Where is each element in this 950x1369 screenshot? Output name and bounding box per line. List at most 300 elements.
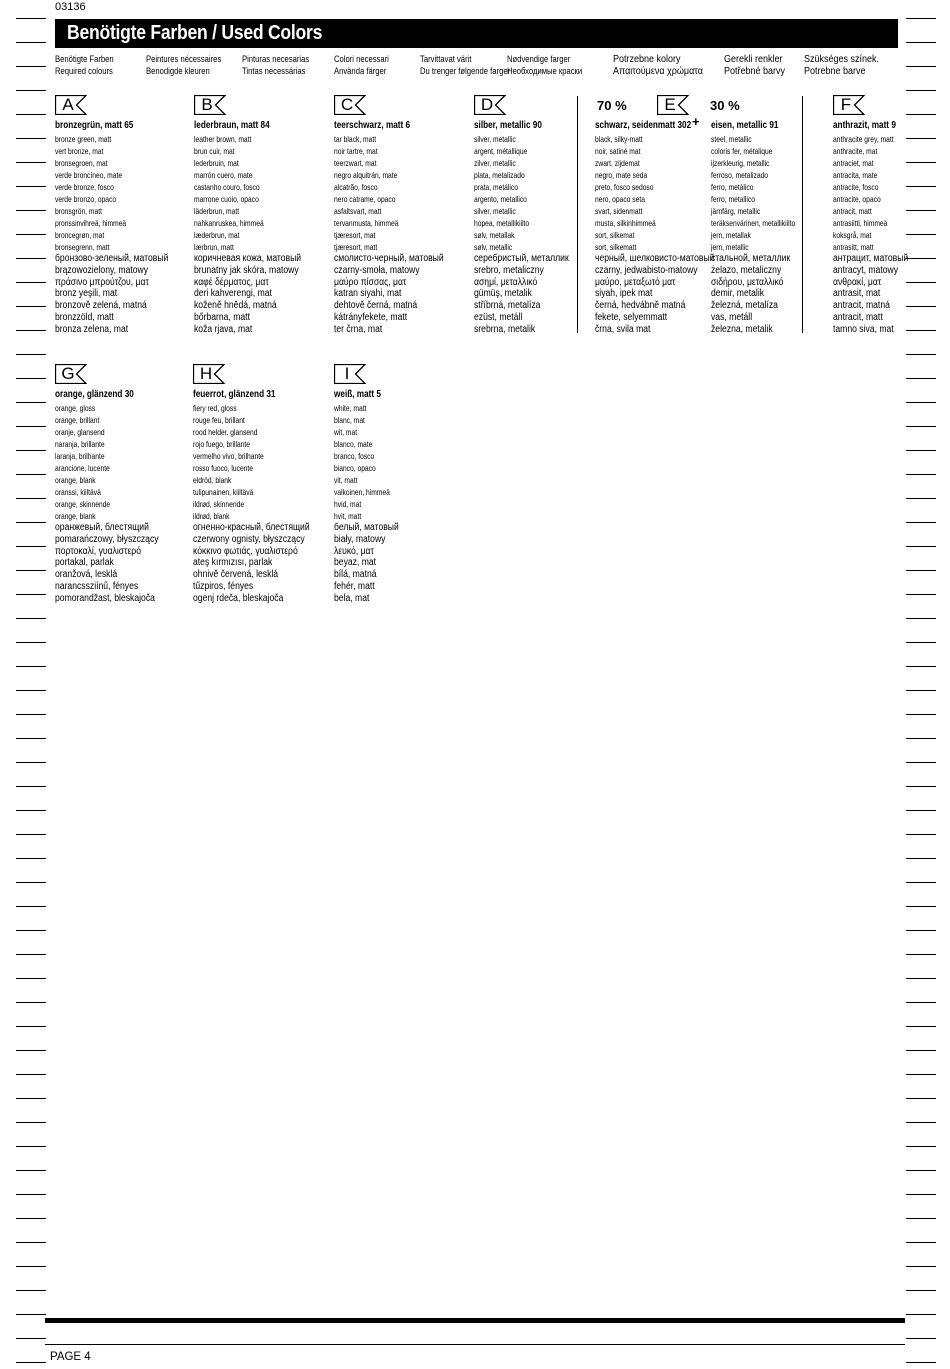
margin-tick xyxy=(16,1026,46,1027)
color-badge-h: H xyxy=(193,364,225,384)
color-translation-line: бронзово-зеленый, матовый xyxy=(55,253,169,264)
color-translation-line: ateş kırmızısı, parlak xyxy=(193,557,273,569)
margin-tick xyxy=(906,546,936,547)
lang-header-de-en: Benötigte Farben Required colours xyxy=(55,54,114,76)
margin-tick xyxy=(16,426,46,427)
margin-tick xyxy=(16,834,46,835)
color-translation-line: pomorandžast, bleskajoča xyxy=(55,592,155,604)
margin-tick xyxy=(906,1026,936,1027)
color-translation-line: teerzwart, mat xyxy=(334,158,377,168)
color-name: eisen, metallic 91 xyxy=(711,120,779,131)
color-translation-line: koženě hnědá, matná xyxy=(194,300,277,312)
color-translation-line: črna, svila mat xyxy=(595,323,651,335)
margin-tick xyxy=(16,42,46,43)
margin-tick xyxy=(906,930,936,931)
color-translation-line: bronza zelena, mat xyxy=(55,323,129,335)
margin-tick xyxy=(906,1266,936,1267)
color-translation-line: ildrød, skinnende xyxy=(193,499,245,509)
color-translation-line: bronsegrenn, matt xyxy=(55,242,110,252)
margin-tick xyxy=(16,282,46,283)
color-translation-line: brunatny jak skóra, matowy xyxy=(194,264,299,276)
color-translation-line: naranja, brillante xyxy=(55,439,105,449)
color-translation-line: πράσινο μπρούτζου, ματ xyxy=(55,276,149,288)
color-translation-line: deri kahverengi, mat xyxy=(194,288,272,300)
margin-tick xyxy=(16,186,46,187)
margin-tick xyxy=(16,450,46,451)
margin-tick xyxy=(16,714,46,715)
color-translation-line: arancione, lucente xyxy=(55,463,110,473)
margin-tick xyxy=(16,882,46,883)
margin-tick xyxy=(16,1242,46,1243)
margin-tick xyxy=(906,666,936,667)
color-translation-line: dehtově černá, matná xyxy=(334,300,418,312)
color-translation-line: ijzerkleurig, metallic xyxy=(711,158,770,168)
color-name: schwarz, seidenmatt 302 xyxy=(595,120,692,131)
margin-tick xyxy=(16,210,46,211)
margin-tick xyxy=(906,90,936,91)
color-translation-line: nahkanruskea, himmeä xyxy=(194,218,264,228)
color-translation-line: sølv, metallak xyxy=(474,230,515,240)
color-translation-line: czerwony ognisty, błyszczący xyxy=(193,533,305,545)
color-translation-line: orange, gloss xyxy=(55,403,96,413)
color-translation-line: negro alquitrán, mate xyxy=(334,170,398,180)
margin-tick xyxy=(16,114,46,115)
color-translation-line: bronsegroen, mat xyxy=(55,158,108,168)
color-translation-line: alcatrão, fosco xyxy=(334,182,378,192)
lang-header-it-sv: Colori necessari Använda färger xyxy=(334,54,389,76)
color-translation-line: bronz yeşili, mat xyxy=(55,288,118,300)
color-badge-i: I xyxy=(334,364,366,384)
color-translation-line: rosso fuoco, lucente xyxy=(193,463,253,473)
margin-tick xyxy=(906,858,936,859)
margin-tick xyxy=(16,1266,46,1267)
color-translation-line: tamno siva, mat xyxy=(833,323,894,335)
color-translation-line: coloris fer, métalique xyxy=(711,146,773,156)
margin-tick xyxy=(906,402,936,403)
margin-tick xyxy=(906,1314,936,1315)
color-translation-line: antrasiitti, himmeä xyxy=(833,218,888,228)
color-translation-line: antracit, matt xyxy=(833,311,883,323)
color-translation-line: tűzpiros, fényes xyxy=(193,580,254,592)
color-translations xyxy=(334,133,474,336)
margin-tick xyxy=(16,306,46,307)
margin-tick xyxy=(16,1362,46,1363)
color-translation-line: wit, mat xyxy=(334,427,358,437)
footer-thin-rule xyxy=(45,1344,905,1345)
color-translation-line: oranssi, kiiltävä xyxy=(55,487,101,497)
color-translation-line: bela, mat xyxy=(334,592,370,604)
margin-tick xyxy=(906,66,936,67)
color-translation-line: broncegrøn, mat xyxy=(55,230,105,240)
color-translation-line: серебристый, металлик xyxy=(474,253,569,264)
color-translation-line: rouge feu, brillant xyxy=(193,415,245,425)
color-translation-line: verde broncíneo, mate xyxy=(55,170,123,180)
color-translation-line: оранжевый, блестящий xyxy=(55,522,149,533)
margin-tick xyxy=(16,546,46,547)
color-column-i xyxy=(334,364,474,605)
margin-tick xyxy=(906,642,936,643)
color-translation-line: tulipunainen, kiiltävä xyxy=(193,487,254,497)
color-translation-line: ter črna, mat xyxy=(334,323,383,335)
color-translation-line: черный, шелковисто-матовый xyxy=(595,253,715,264)
color-translation-line: tar black, matt xyxy=(334,134,377,144)
margin-tick xyxy=(906,906,936,907)
color-translation-line: blanc, mat xyxy=(334,415,365,425)
color-translation-line: castanho couro, fosco xyxy=(194,182,260,192)
margin-tick xyxy=(16,90,46,91)
color-translation-line: fiery red, gloss xyxy=(193,403,237,413)
color-translation-line: antracita, mate xyxy=(833,170,878,180)
color-translation-line: fehér, matt xyxy=(334,580,375,592)
color-translation-line: železná, metalíza xyxy=(711,300,778,312)
lang-header-pl-el: Potrzebne kolory Απαιτούμενα χρώματα xyxy=(613,54,703,77)
color-translation-line: asfaltsvart, matt xyxy=(334,206,382,216)
color-translation-line: zwart, zijdemat xyxy=(595,158,640,168)
color-translation-line: огненно-красный, блестящий xyxy=(193,522,310,533)
margin-tick xyxy=(906,378,936,379)
color-translation-line: hvit, matt xyxy=(334,511,362,521)
margin-tick xyxy=(16,1050,46,1051)
color-badge-c: C xyxy=(334,95,366,115)
margin-tick xyxy=(16,1074,46,1075)
margin-tick xyxy=(16,858,46,859)
margin-tick xyxy=(16,618,46,619)
color-badge-e: E xyxy=(657,95,689,115)
color-name: orange, glänzend 30 xyxy=(55,389,134,400)
color-translation-line: ασημί, μεταλλικό xyxy=(474,276,538,288)
margin-tick xyxy=(906,882,936,883)
margin-tick xyxy=(906,954,936,955)
color-translation-line: narancssziínű, fényes xyxy=(55,580,139,592)
color-translation-line: silver, metallic xyxy=(474,134,516,144)
margin-tick xyxy=(906,594,936,595)
color-translation-line: bronsgrön, matt xyxy=(55,206,102,216)
color-badge-a: A xyxy=(55,95,87,115)
color-translation-line: ezüst, metáll xyxy=(474,311,523,323)
color-translation-line: rood helder, glansend xyxy=(193,427,258,437)
color-translation-line: vas, metáll xyxy=(711,311,753,323)
color-column-e-iron xyxy=(711,95,851,336)
margin-tick xyxy=(16,906,46,907)
color-translation-line: πορτοκαλί, γυαλιστερό xyxy=(55,545,141,557)
color-translation-line: антрацит, матовый xyxy=(833,253,909,264)
color-column-b xyxy=(194,95,334,336)
margin-tick xyxy=(906,810,936,811)
color-translations xyxy=(55,402,195,605)
color-translation-line: ohnivě červená, lesklá xyxy=(193,569,279,581)
margin-tick xyxy=(906,1122,936,1123)
color-name: anthrazit, matt 9 xyxy=(833,120,896,131)
color-translation-line: orange, brillant xyxy=(55,415,100,425)
language-header-row xyxy=(0,54,950,82)
margin-tick xyxy=(906,1074,936,1075)
color-translation-line: portakal, parlak xyxy=(55,557,114,569)
color-translation-line: eldröd, blank xyxy=(193,475,232,485)
margin-tick xyxy=(16,978,46,979)
color-translation-line: black, silky-matt xyxy=(595,134,643,144)
mix-plus-sign: + xyxy=(692,114,700,129)
color-column-d xyxy=(474,95,614,336)
color-translation-line: стальной, металлик xyxy=(711,253,791,264)
margin-tick xyxy=(16,810,46,811)
margin-tick xyxy=(906,1170,936,1171)
margin-tick xyxy=(16,258,46,259)
margin-tick xyxy=(906,762,936,763)
margin-tick xyxy=(16,786,46,787)
color-name: weiß, matt 5 xyxy=(334,389,381,400)
color-translation-line: kátrányfekete, matt xyxy=(334,311,408,323)
margin-tick xyxy=(16,738,46,739)
color-translation-line: ogenj rdeča, bleskajoča xyxy=(193,592,284,604)
color-translation-line: musta, silkinhimmeä xyxy=(595,218,656,228)
margin-tick xyxy=(906,834,936,835)
margin-tick xyxy=(906,474,936,475)
color-translation-line: silver, metallic xyxy=(474,206,516,216)
color-translation-line: antracite, fosco xyxy=(833,182,879,192)
color-name: silber, metallic 90 xyxy=(474,120,542,131)
color-translation-line: beyaz, mat xyxy=(334,557,377,569)
color-translation-line: antracit, matná xyxy=(833,300,890,312)
margin-tick xyxy=(16,1194,46,1195)
lang-header-fi-no: Tarvittavat värit Du trenger følgende farger xyxy=(420,54,511,76)
margin-tick xyxy=(16,594,46,595)
margin-tick xyxy=(906,786,936,787)
color-translations xyxy=(334,402,474,605)
color-translation-line: oranžová, lesklá xyxy=(55,569,118,581)
color-translation-line: смолисто-черный, матовый xyxy=(334,253,444,264)
color-translation-line: blanco, mate xyxy=(334,439,373,449)
color-name: feuerrot, glänzend 31 xyxy=(193,389,276,400)
margin-tick xyxy=(906,1098,936,1099)
color-translation-line: ildrød, blank xyxy=(193,511,230,521)
color-translation-line: ferroso, metalizado xyxy=(711,170,769,180)
color-translation-line: white, matt xyxy=(334,403,367,413)
color-translation-line: sort, silkemat xyxy=(595,230,635,240)
color-name: lederbraun, matt 84 xyxy=(194,120,270,131)
mix-percent-right: 30 % xyxy=(710,98,740,113)
color-translations xyxy=(193,402,333,605)
color-translation-line: antracyt, matowy xyxy=(833,264,899,276)
color-translation-line: jern, metallak xyxy=(711,230,751,240)
color-column-f xyxy=(833,95,950,336)
color-translation-line: κόκκινο φωτιάς, γυαλιστερό xyxy=(193,545,298,557)
color-translation-line: zilver, metallic xyxy=(474,158,516,168)
color-translation-line: siyah, ipek mat xyxy=(595,288,653,300)
margin-tick xyxy=(16,18,46,19)
lang-header-da-ru: Nødvendige farger Необходимые краски xyxy=(507,54,583,76)
margin-tick xyxy=(16,1122,46,1123)
color-translation-line: oranje, glansend xyxy=(55,427,105,437)
color-translation-line: sort, silkematt xyxy=(595,242,637,252)
color-translation-line: marrón cuero, mate xyxy=(194,170,253,180)
margin-tick xyxy=(16,1098,46,1099)
color-translation-line: bőrbarna, matt xyxy=(194,311,250,323)
margin-tick xyxy=(16,522,46,523)
margin-tick xyxy=(16,162,46,163)
color-translation-line: bronzzöld, matt xyxy=(55,311,114,323)
margin-tick xyxy=(906,978,936,979)
lang-header-es-pt: Pinturas necesarias Tintas necessárias xyxy=(242,54,310,76)
margin-tick xyxy=(16,666,46,667)
color-translation-line: antrasit, mat xyxy=(833,288,881,300)
color-translation-line: katran siyahi, mat xyxy=(334,288,402,300)
margin-tick xyxy=(16,378,46,379)
color-translation-line: hopea, metallikiilto xyxy=(474,218,530,228)
document-number: 03136 xyxy=(55,1,86,13)
color-translation-line: pronssinvihreä, himmeä xyxy=(55,218,127,228)
color-translation-line: noir tartre, mat xyxy=(334,146,378,156)
color-translation-line: lærbrun, matt xyxy=(194,242,234,252)
margin-tick xyxy=(906,1362,936,1363)
title-bar xyxy=(55,19,898,48)
color-translation-line: anthracite grey, matt xyxy=(833,134,894,144)
color-translation-line: bronze green, matt xyxy=(55,134,112,144)
color-translation-line: tjæresort, matt xyxy=(334,242,378,252)
color-translation-line: sølv, metallic xyxy=(474,242,513,252)
color-column-h xyxy=(193,364,333,605)
color-translation-line: fekete, selyemmatt xyxy=(595,311,668,323)
margin-tick xyxy=(16,690,46,691)
color-column-g xyxy=(55,364,195,605)
margin-tick xyxy=(906,1002,936,1003)
margin-tick xyxy=(906,570,936,571)
color-translations xyxy=(474,133,614,336)
color-translation-line: czarny, jedwabisto-matowy xyxy=(595,264,698,276)
color-translation-line: tjæresort, mat xyxy=(334,230,376,240)
color-translation-line: μαύρο, μεταξωτό ματ xyxy=(595,276,676,288)
color-translation-line: branco, fosco xyxy=(334,451,375,461)
margin-tick xyxy=(16,954,46,955)
margin-tick xyxy=(906,1218,936,1219)
margin-tick xyxy=(906,1242,936,1243)
left-margin-ticks xyxy=(16,0,46,1369)
margin-tick xyxy=(16,66,46,67)
color-translation-line: černá, hedvábně matná xyxy=(595,300,686,312)
page-number: PAGE 4 xyxy=(50,1351,91,1363)
color-translation-line: brązowozielony, matowy xyxy=(55,264,149,276)
color-translation-line: vermelho vivo, brilhante xyxy=(193,451,264,461)
margin-tick xyxy=(906,690,936,691)
color-name: teerschwarz, matt 6 xyxy=(334,120,411,131)
margin-tick xyxy=(906,1194,936,1195)
color-translation-line: plata, metalizado xyxy=(474,170,525,180)
margin-tick xyxy=(906,714,936,715)
color-translation-line: bílá, matná xyxy=(334,569,377,581)
color-translation-line: μαύρο πίσσας, ματ xyxy=(334,276,407,288)
color-translations xyxy=(55,133,195,336)
margin-tick xyxy=(16,354,46,355)
margin-tick xyxy=(906,18,936,19)
color-translation-line: steel, metallic xyxy=(711,134,752,144)
color-translations xyxy=(194,133,334,336)
color-translation-line: vert bronze, mat xyxy=(55,146,104,156)
color-translation-line: stříbrná, metalíza xyxy=(474,300,541,312)
color-translation-line: ferro, metallico xyxy=(711,194,755,204)
color-translation-line: orange, blank xyxy=(55,511,96,521)
color-translation-line: srebrna, metalik xyxy=(474,323,536,335)
color-translation-line: prata, metálico xyxy=(474,182,518,192)
color-translation-line: rojo fuego, brillante xyxy=(193,439,251,449)
color-translation-line: bronzově zelená, matná xyxy=(55,300,147,312)
color-translation-line: ferro, metálico xyxy=(711,182,754,192)
color-translation-line: laranja, brilhante xyxy=(55,451,105,461)
margin-tick xyxy=(16,330,46,331)
margin-tick xyxy=(16,138,46,139)
color-translation-line: srebro, metaliczny xyxy=(474,264,544,276)
margin-tick xyxy=(16,642,46,643)
color-translation-line: valkoinen, himmeä xyxy=(334,487,390,497)
margin-tick xyxy=(906,1290,936,1291)
margin-tick xyxy=(16,1218,46,1219)
color-translation-line: nero catrame, opaco xyxy=(334,194,396,204)
color-translation-line: antrasitt, matt xyxy=(833,242,874,252)
margin-tick xyxy=(906,1146,936,1147)
margin-tick xyxy=(906,738,936,739)
color-translation-line: argento, metallico xyxy=(474,194,527,204)
color-translation-line: läderbrun, matt xyxy=(194,206,240,216)
color-badge-d: D xyxy=(474,95,506,115)
color-translation-line: læderbrun, mat xyxy=(194,230,240,240)
color-translation-line: teräksenvärinen, metallikiilto xyxy=(711,218,796,228)
margin-tick xyxy=(906,498,936,499)
color-translations xyxy=(833,133,950,336)
margin-tick xyxy=(16,234,46,235)
color-translation-line: demir, metalik xyxy=(711,288,765,300)
color-translation-line: καφέ δέρματος, ματ xyxy=(194,276,269,288)
color-badge-g: G xyxy=(55,364,87,384)
color-column-a xyxy=(55,95,195,336)
color-translation-line: järnfärg, metallic xyxy=(711,206,761,216)
color-translation-line: verde bronzo, opaco xyxy=(55,194,117,204)
color-translation-line: белый, матовый xyxy=(334,522,399,533)
color-badge-b: B xyxy=(194,95,226,115)
margin-tick xyxy=(906,1050,936,1051)
color-translation-line: anthracite, mat xyxy=(833,146,878,156)
margin-tick xyxy=(16,570,46,571)
lang-header-tr-cs: Gerekli renkler Potřebné barvy xyxy=(724,54,786,77)
color-translation-line: orange, blank xyxy=(55,475,96,485)
margin-tick xyxy=(16,762,46,763)
margin-tick xyxy=(906,354,936,355)
color-column-c xyxy=(334,95,474,336)
color-translation-line: železna, metalik xyxy=(711,323,773,335)
page-title: Benötigte Farben / Used Colors xyxy=(67,22,323,44)
color-translation-line: verde bronze, fosco xyxy=(55,182,114,192)
color-translation-line: argent, métallique xyxy=(474,146,528,156)
margin-tick xyxy=(906,426,936,427)
color-translation-line: ανθρακί, ματ xyxy=(833,276,882,288)
color-translation-line: vit, matt xyxy=(334,475,358,485)
margin-tick xyxy=(906,522,936,523)
color-translation-line: hvid, mat xyxy=(334,499,362,509)
color-translation-line: jern, metallic xyxy=(711,242,749,252)
color-translations xyxy=(711,133,851,336)
margin-tick xyxy=(906,618,936,619)
color-translation-line: koža rjava, mat xyxy=(194,323,253,335)
color-translation-line: коричневая кожа, матовый xyxy=(194,253,302,264)
lang-header-hu-sl: Szükséges színek. Potrebne barve xyxy=(804,54,880,77)
color-translation-line: antraciet, mat xyxy=(833,158,874,168)
color-translation-line: noir, satiné mat xyxy=(595,146,641,156)
color-translation-line: antracit, matt xyxy=(833,206,872,216)
color-translation-line: nero, opaco seta xyxy=(595,194,645,204)
color-translation-line: biały, matowy xyxy=(334,533,386,545)
margin-tick xyxy=(16,1338,46,1339)
color-translation-line: svart, sidenmatt xyxy=(595,206,643,216)
margin-tick xyxy=(16,930,46,931)
color-translation-line: bianco, opaco xyxy=(334,463,376,473)
color-translation-line: σιδήρου, μεταλλικό xyxy=(711,276,784,288)
